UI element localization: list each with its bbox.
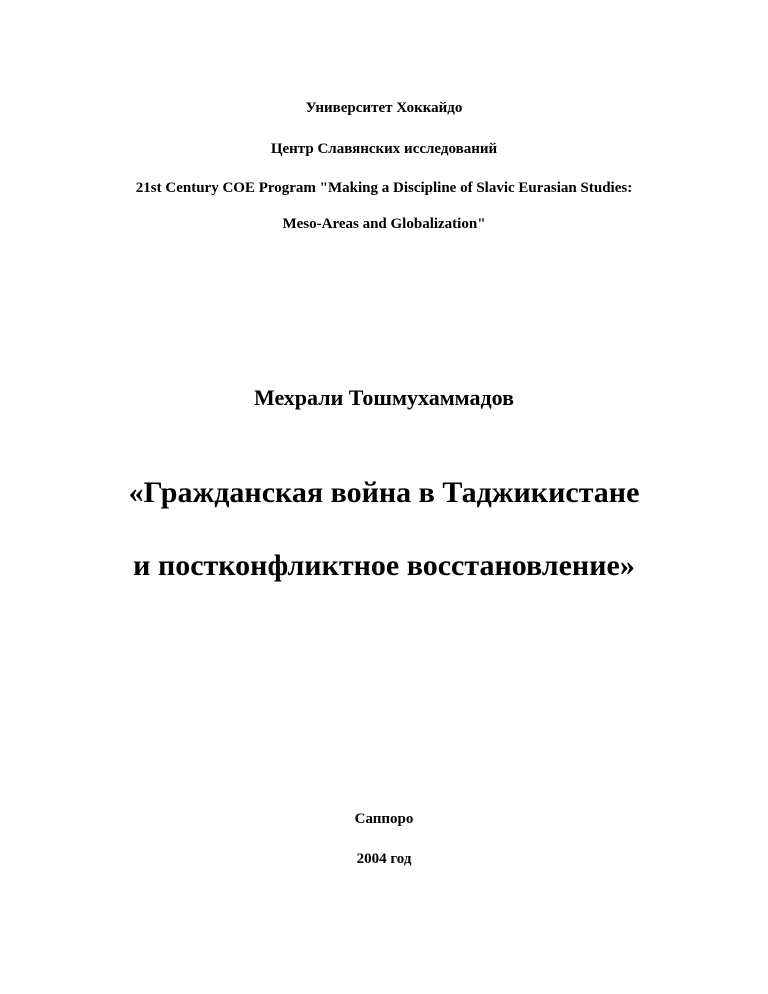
- program-line-2: Meso-Areas and Globalization": [282, 216, 486, 232]
- publication-city: Саппоро: [354, 811, 414, 827]
- program-line-1: 21st Century COE Program "Making a Discipline of Slavic Eurasian Studies:: [135, 180, 633, 196]
- publication-year: 2004 год: [356, 851, 412, 867]
- university-name: Университет Хоккайдо: [305, 100, 463, 116]
- center-name: Центр Славянских исследований: [270, 141, 498, 157]
- title-line-1: «Гражданская война в Таджикистане: [128, 476, 640, 509]
- title-line-2: и постконфликтное восстановление»: [133, 549, 635, 582]
- author-name: Мехрали Тошмухаммадов: [254, 385, 514, 410]
